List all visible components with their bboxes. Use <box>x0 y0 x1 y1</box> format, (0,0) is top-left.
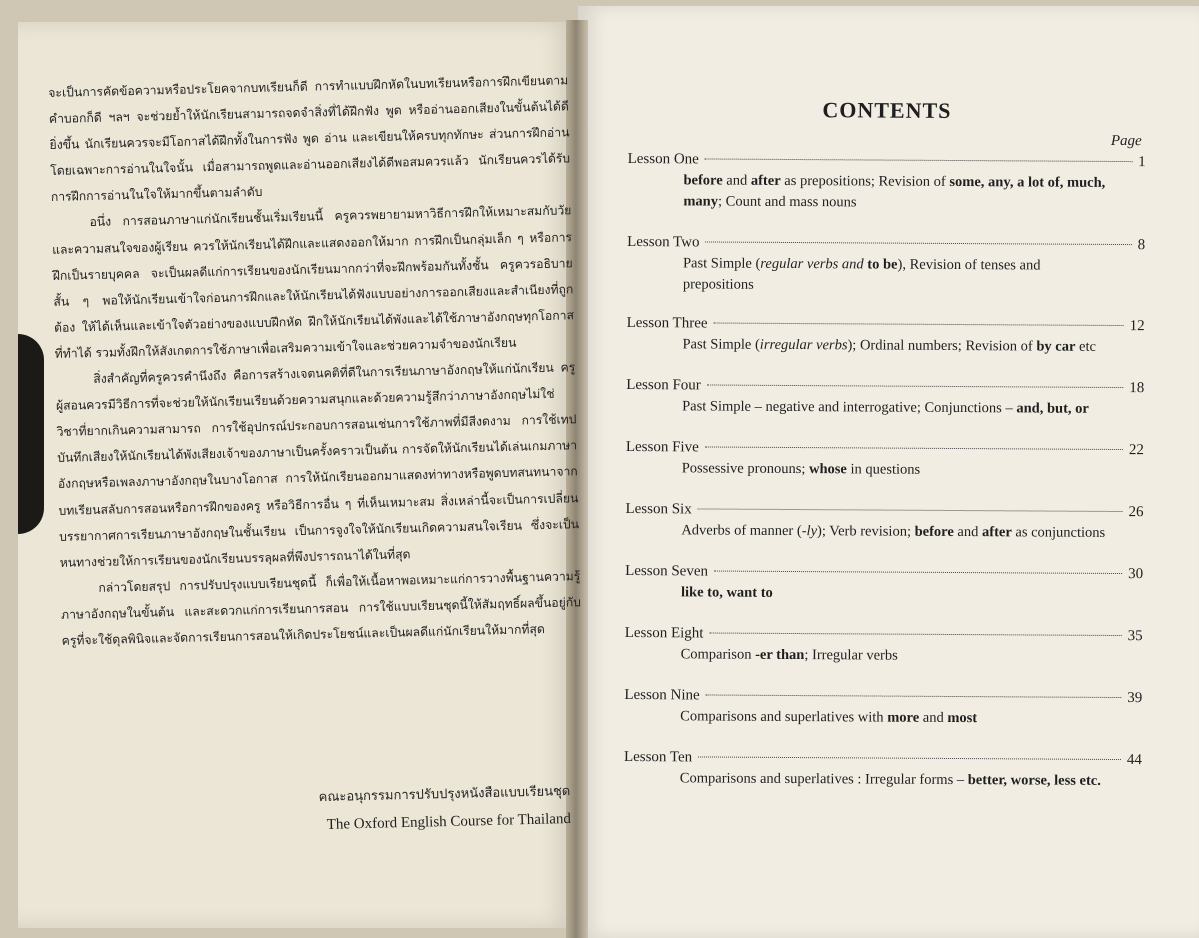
lesson-page-number: 26 <box>1128 504 1144 521</box>
lesson-title: Lesson Four <box>626 376 701 394</box>
lesson-description: Comparisons and superlatives with more and most <box>680 708 978 727</box>
lesson-description: Comparison -er than; Irregular verbs <box>680 646 898 664</box>
lesson-description: Comparisons and superlatives : Irregular forms – better, worse, less etc. <box>679 770 1101 789</box>
lesson-page-number: 44 <box>1126 752 1143 769</box>
page-column-label: Page <box>1110 132 1142 150</box>
signature-thai: คณะอนุกรรมการปรับปรุงหนังสือแบบเรียนชุด <box>318 783 571 806</box>
lesson-entry <box>626 439 1144 482</box>
lesson-page-number: 1 <box>1138 154 1146 171</box>
dot-leader <box>705 158 1132 162</box>
lesson-page-number: 35 <box>1127 628 1143 645</box>
lesson-entry <box>624 749 1142 792</box>
lesson-description: before and after as prepositions; Revision of some, any, a lot of, much, many; Count and mass nouns <box>683 172 1106 211</box>
lesson-heading <box>626 439 1144 459</box>
dot-leader <box>698 756 1121 760</box>
thai-paragraph: สิ่งสำคัญที่ครูควรคำนึงถึง คือการสร้างเจตนคติที่ดีในการเรียนภาษาอังกฤษให้แก่นักเรียน ครูผู้สอนควรมีวิธีการที่จะช่วยให้นักเรียนเรียนด้วยความสนุกและด้วยความรู้สึกว่าภาษาอังกฤษไม่ใช่วิชาที่ยากเกินความสามารถ การใช้อุปกรณ์ประกอบการสอนเช่นการใช้ภาพที่มีสีงดงาม การใช้เทปบันทึกเสียงให้นักเรียนได้พังเสียงเจ้าของภาษาเป็นครั้งคราวเป็นต้น การจัดให้นักเรียนได้เล่นเกมภาษาอังกฤษหรือเพลงภาษาอังกฤษในบางโอกาส การให้นักเรียนออกมาแสดงท่าทางหรือพูดบทสนทนาจากบทเรียนสลับการสอนหรือการฝึกของครู หรือวิธีการอื่น ๆ ที่เห็นเหมาะสม สิ่งเหล่านี้จะเป็นการเปลี่ยนบรรยากาศการเรียนภาษาอังกฤษในชั้นเรียน เป็นการจูงใจให้นักเรียนเกิดความสนใจเรียน ซึ่งจะเป็นหนทางช่วยให้การเรียนของนักเรียนบรรลุผลที่พึงปรารถนาได้ในที่สุด <box>55 360 580 570</box>
lesson-entry <box>627 234 1145 298</box>
lesson-page-number: 39 <box>1127 690 1143 707</box>
signature-block <box>250 780 571 836</box>
dot-leader <box>714 323 1124 327</box>
dot-leader <box>706 241 1132 245</box>
lesson-title: Lesson Two <box>627 233 700 251</box>
lesson-title: Lesson Three <box>626 314 708 332</box>
lesson-description: Adverbs of manner (-ly); Verb revision; before and after as conjunctions <box>681 522 1106 541</box>
lesson-list <box>624 151 1146 792</box>
lesson-description: Past Simple – negative and interrogative; Conjunctions – and, but, or <box>682 398 1089 417</box>
lesson-heading <box>627 234 1145 254</box>
contents-section <box>624 96 1146 792</box>
lesson-heading <box>625 501 1143 521</box>
lesson-heading <box>625 625 1143 645</box>
signature-english: The Oxford English Course for Thailand <box>326 810 572 833</box>
dot-leader <box>707 384 1123 388</box>
lesson-title: Lesson Five <box>625 438 699 456</box>
lesson-entry <box>626 315 1144 358</box>
lesson-description: Past Simple (regular verbs and to be), Revision of tenses and prepositions <box>682 255 1041 293</box>
lesson-title: Lesson Ten <box>623 748 693 766</box>
contents-title: CONTENTS <box>822 97 952 123</box>
lesson-heading <box>626 377 1144 397</box>
lesson-heading <box>628 151 1146 171</box>
thai-paragraph: อนึ่ง การสอนภาษาแก่นักเรียนชั้นเริ่มเรียนนี้ ครูควรพยายามหาวิธีการฝึกให้เหมาะสมกับวัยและความสนใจของผู้เรียน ควรให้นักเรียนได้ฝึกและแสดงออกให้มาก การฝึกเป็นกลุ่มเล็ก ๆ หรือการฝึกเป็นรายบุคคล จะเป็นผลดีแก่การเรียนของนักเรียนมากกว่าที่จะฝึกพร้อมกันทั้งชั้น ครูควรอธิบายสั้น ๆ พอให้นักเรียนเข้าใจก่อนการฝึกและให้นักเรียนได้ฟังแบบอย่างการออกเสียงและสำเนียงที่ถูกต้อง ให้ได้เห็นและเข้าใจตัวอย่างของแบบฝึกหัด ฝึกให้นักเรียนได้พังและได้ใช้ภาษาอังกฤษทุกโอกาสที่ทำได้ รวมทั้งฝึกให้สังเกตการใช้ภาษาเพื่อเสริมความเข้าใจและช่วยความจำของนักเรียน <box>51 203 575 361</box>
lesson-page-number: 30 <box>1128 566 1144 583</box>
lesson-page-number: 8 <box>1137 237 1146 254</box>
thai-body-text <box>48 67 582 654</box>
lesson-entry <box>626 377 1144 420</box>
lesson-description: Past Simple (irregular verbs); Ordinal numbers; Revision of by car etc <box>682 336 1097 355</box>
lesson-description: like to, want to <box>680 584 773 601</box>
lesson-page-number: 22 <box>1128 442 1144 459</box>
dot-leader <box>714 571 1122 574</box>
lesson-heading <box>627 315 1145 335</box>
lesson-page-number: 12 <box>1129 318 1145 335</box>
binding-hole <box>18 334 44 534</box>
lesson-heading <box>625 563 1143 583</box>
lesson-title: Lesson Eight <box>624 624 704 642</box>
lesson-title: Lesson Six <box>625 500 692 518</box>
lesson-entry <box>624 687 1142 730</box>
lesson-entry <box>625 501 1143 544</box>
lesson-description: Possessive pronouns; whose in questions <box>681 460 921 478</box>
lesson-entry <box>627 151 1145 215</box>
lesson-page-number: 18 <box>1129 380 1145 397</box>
lesson-entry <box>625 563 1143 606</box>
lesson-title: Lesson Seven <box>625 562 709 580</box>
dot-leader <box>705 446 1123 450</box>
dot-leader <box>698 508 1123 512</box>
thai-paragraph: กล่าวโดยสรุป การปรับปรุงแบบเรียนชุดนี้ ก็เพื่อให้เนื้อหาพอเหมาะแก่การวางพื้นฐานความรู้ภาษาอังกฤษในขั้นต้น และสะดวกแก่การเรียนการสอน การใช้แบบเรียนชุดนี้ให้สัมฤทธิ์ผลขึ้นอยู่กับครูที่จะใช้ดุลพินิจและจัดการเรียนการสอนให้เกิดประโยชน์และเป็นผลดีแก่นักเรียนให้มากที่สุด <box>60 568 582 648</box>
lesson-title: Lesson One <box>627 150 699 168</box>
lesson-heading <box>624 687 1142 707</box>
dot-leader <box>706 694 1122 698</box>
thai-paragraph: จะเป็นการคัดข้อความหรือประโยคจากบทเรียนก็ดี การทำแบบฝึกหัดในบทเรียนหรือการฝึกเขียนตามคำบอกก็ดี ฯลฯ จะช่วยย้ำให้นักเรียนสามารถจดจำสิ่งที่ได้ฝึกฟัง พูด หรืออ่านออกเสียงในขั้นต้นได้ดียิ่งขึ้น นักเรียนควรจะมีโอกาสได้ฝึกทั้งในการฟัง พูด อ่าน และเขียนให้ครบทุกทักษะ ส่วนการฝึกอ่านโดยเฉพาะการอ่านในใจนั้น เมื่อสามารถพูดและอ่านออกเสียงได้ดีพอสมควรแล้ว นักเรียนควรได้รับการฝึกการอ่านในใจให้มากขึ้นตามลำดับ <box>48 73 571 205</box>
dot-leader <box>709 633 1121 637</box>
lesson-title: Lesson Nine <box>624 686 700 704</box>
lesson-entry <box>625 625 1143 668</box>
lesson-heading <box>624 749 1142 769</box>
